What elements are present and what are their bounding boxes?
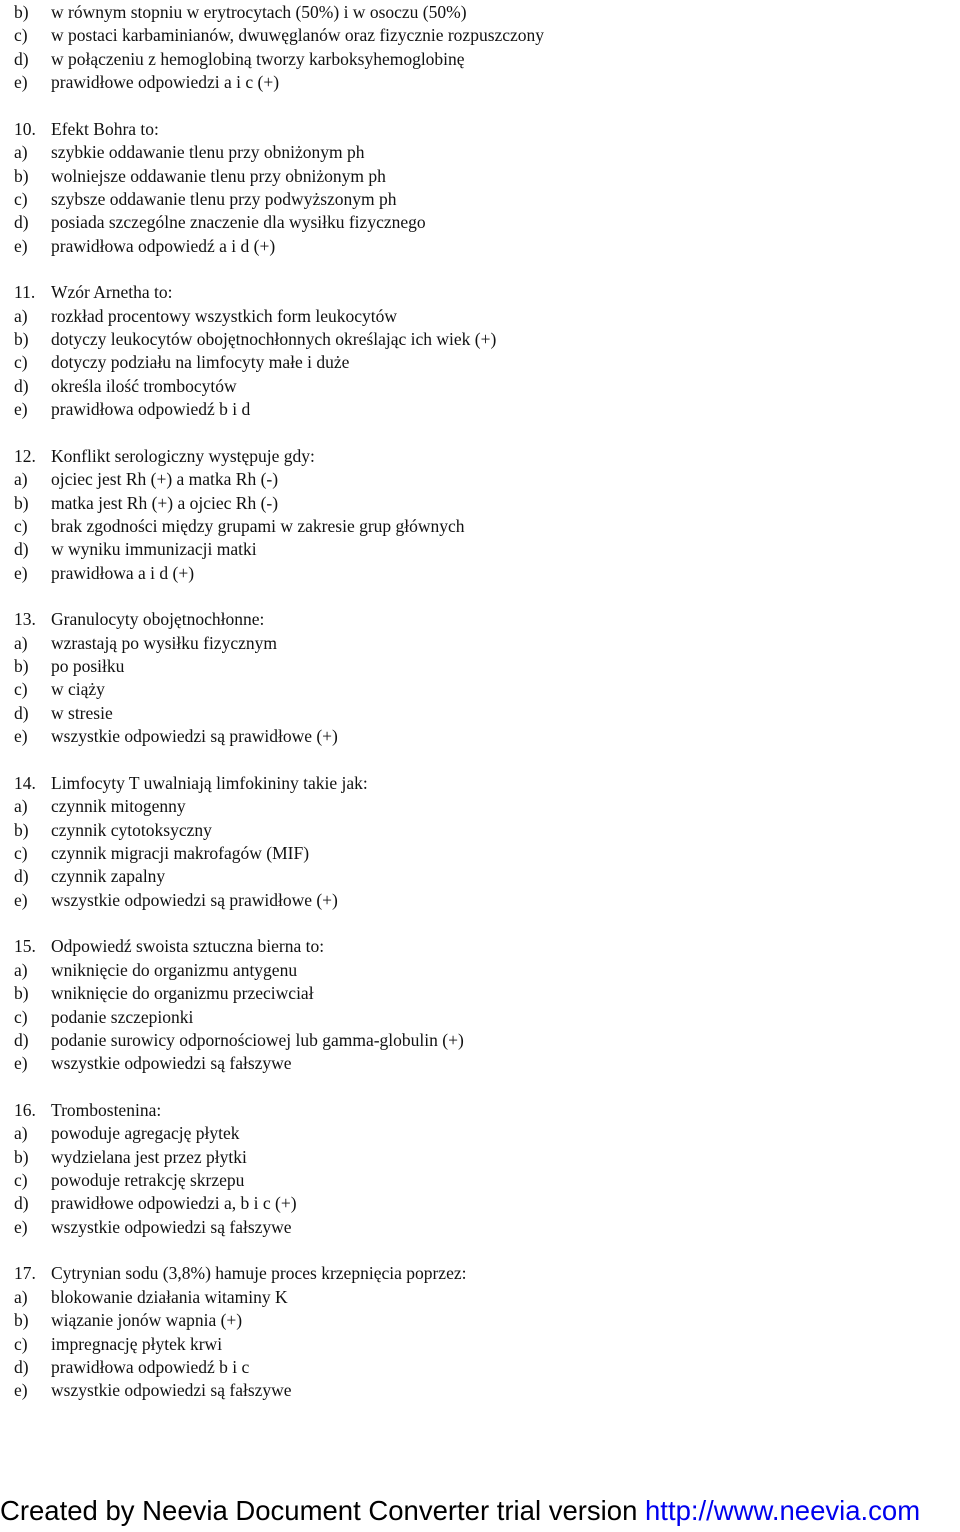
answer-option: [14, 468, 278, 490]
option-text: prawidłowe odpowiedzi a i c (+): [51, 72, 280, 93]
option-label: d): [14, 1029, 29, 1050]
question-number: 12.: [14, 445, 36, 466]
option-text: blokowanie działania witaminy K: [51, 1286, 288, 1307]
question-text: Wzór Arnetha to:: [51, 282, 173, 303]
answer-option: [14, 678, 105, 700]
answer-option: [14, 398, 250, 420]
option-label: a): [14, 1286, 28, 1307]
option-label: e): [14, 726, 28, 747]
option-text: dotyczy leukocytów obojętnochłonnych określając ich wiek (+): [51, 329, 497, 349]
option-label: a): [14, 142, 28, 163]
option-label: b): [14, 165, 29, 186]
question-number: 11.: [14, 282, 36, 303]
watermark-link[interactable]: http://www.neevia.com: [645, 1495, 921, 1526]
answer-option: [14, 725, 338, 747]
answer-option: [14, 24, 544, 46]
option-label: b): [14, 329, 29, 349]
option-label: e): [14, 1053, 28, 1074]
answer-option: [14, 71, 279, 93]
option-text: powoduje retrakcję skrzepu: [51, 1170, 245, 1190]
option-text: wszystkie odpowiedzi są prawidłowe (+): [51, 726, 338, 747]
question-text: Limfocyty T uwalniają limfokininy takie jak:: [51, 772, 368, 793]
option-text: szybsze oddawanie tlenu przy podwyższonym ph: [51, 188, 397, 209]
option-label: c): [14, 1170, 28, 1190]
question-text: Trombostenina:: [51, 1099, 162, 1120]
option-label: c): [14, 1006, 28, 1027]
option-text: podanie szczepionki: [51, 1006, 194, 1027]
question-title: [14, 772, 368, 794]
option-text: wszystkie odpowiedzi są prawidłowe (+): [51, 889, 338, 910]
option-text: powoduje agregację płytek: [51, 1123, 240, 1144]
question-text: Odpowiedź swoista sztuczna bierna to:: [51, 936, 325, 957]
answer-option: [14, 328, 496, 350]
option-label: e): [14, 1216, 28, 1237]
answer-option: [14, 702, 113, 724]
option-label: a): [14, 959, 28, 980]
option-label: d): [14, 375, 29, 396]
answer-option: [14, 889, 338, 911]
option-text: określa ilość trombocytów: [51, 375, 237, 396]
answer-option: [14, 375, 237, 397]
option-text: prawidłowa odpowiedź b i d: [51, 399, 251, 420]
question-number: 15.: [14, 936, 36, 957]
option-text: rozkład procentowy wszystkich form leukocytów: [51, 305, 398, 326]
option-text: w połączeniu z hemoglobiną tworzy karboksyhemoglobinę: [51, 48, 465, 69]
option-label: b): [14, 1310, 29, 1331]
option-label: c): [14, 352, 28, 373]
answer-option: [14, 1169, 244, 1191]
answer-option: [14, 1216, 292, 1238]
answer-option: [14, 492, 278, 514]
option-label: d): [14, 866, 29, 887]
option-text: wszystkie odpowiedzi są fałszywe: [51, 1053, 292, 1074]
question-number: 17.: [14, 1263, 36, 1284]
option-label: b): [14, 1146, 29, 1167]
question-text: Cytrynian sodu (3,8%) hamuje proces krzepnięcia poprzez:: [51, 1263, 467, 1284]
answer-option: [14, 1052, 292, 1074]
answer-option: [14, 165, 386, 187]
option-label: c): [14, 843, 28, 863]
option-text: wiązanie jonów wapnia (+): [51, 1310, 243, 1331]
answer-option: [14, 959, 297, 981]
option-label: c): [14, 1333, 28, 1354]
question-title: [14, 118, 159, 140]
question-title: [14, 281, 172, 303]
answer-option: [14, 982, 314, 1004]
option-label: a): [14, 796, 28, 817]
option-label: d): [14, 1356, 29, 1377]
question-title: [14, 1262, 466, 1284]
answer-option: [14, 1122, 240, 1144]
answer-option: [14, 235, 275, 257]
answer-option: [14, 632, 277, 654]
answer-option: [14, 538, 257, 560]
option-label: d): [14, 48, 29, 69]
option-text: dotyczy podziału na limfocyty małe i duże: [51, 352, 350, 373]
option-label: c): [14, 188, 28, 209]
option-label: c): [14, 679, 28, 700]
question-number: 16.: [14, 1099, 36, 1120]
watermark-text: Created by Neevia Document Converter trial version: [0, 1495, 638, 1526]
option-label: c): [14, 515, 28, 536]
option-label: d): [14, 702, 29, 723]
answer-option: [14, 211, 426, 233]
option-text: w wyniku immunizacji matki: [51, 539, 257, 560]
answer-option: [14, 305, 397, 327]
question-title: [14, 935, 324, 957]
option-text: wszystkie odpowiedzi są fałszywe: [51, 1380, 292, 1401]
answer-option: [14, 819, 212, 841]
option-label: e): [14, 235, 28, 256]
option-text: wzrastają po wysiłku fizycznym: [51, 632, 277, 653]
option-label: b): [14, 492, 29, 513]
option-text: czynnik migracji makrofagów (MIF): [51, 843, 310, 863]
option-label: b): [14, 2, 29, 22]
answer-option: [14, 842, 309, 864]
option-text: wolniejsze oddawanie tlenu przy obniżonym ph: [51, 165, 386, 186]
question-title: [14, 445, 315, 467]
answer-option: [14, 795, 186, 817]
option-text: wszystkie odpowiedzi są fałszywe: [51, 1216, 292, 1237]
option-label: e): [14, 562, 28, 583]
option-text: prawidłowa a i d (+): [51, 562, 195, 583]
option-text: matka jest Rh (+) a ojciec Rh (-): [51, 492, 279, 513]
option-label: d): [14, 212, 29, 233]
answer-option: [14, 1286, 288, 1308]
option-label: b): [14, 819, 29, 840]
option-label: b): [14, 983, 29, 1004]
option-label: d): [14, 1193, 29, 1214]
answer-option: [14, 48, 465, 70]
option-label: e): [14, 889, 28, 910]
option-text: prawidłowa odpowiedź a i d (+): [51, 235, 276, 256]
answer-option: [14, 1, 467, 23]
answer-option: [14, 141, 364, 163]
question-title: [14, 608, 264, 630]
option-label: a): [14, 1123, 28, 1144]
option-text: wydzielana jest przez płytki: [51, 1146, 247, 1167]
option-label: e): [14, 72, 28, 93]
option-text: podanie surowicy odpornościowej lub gamma-globulin (+): [51, 1029, 464, 1050]
option-text: wniknięcie do organizmu przeciwciał: [51, 983, 314, 1004]
option-label: e): [14, 399, 28, 420]
answer-option: [14, 1029, 464, 1051]
option-text: szybkie oddawanie tlenu przy obniżonym ph: [51, 142, 365, 163]
answer-option: [14, 1379, 292, 1401]
answer-option: [14, 865, 165, 887]
question-number: 13.: [14, 609, 36, 630]
option-text: ojciec jest Rh (+) a matka Rh (-): [51, 469, 279, 490]
option-label: b): [14, 656, 29, 677]
question-number: 14.: [14, 772, 36, 793]
option-label: d): [14, 539, 29, 560]
option-text: czynnik mitogenny: [51, 796, 186, 817]
option-text: w postaci karbaminianów, dwuwęglanów oraz fizycznie rozpuszczony: [51, 25, 545, 46]
question-title: [14, 1099, 161, 1121]
answer-option: [14, 515, 465, 537]
option-label: a): [14, 632, 28, 653]
answer-option: [14, 655, 124, 677]
option-text: prawidłowe odpowiedzi a, b i c (+): [51, 1193, 297, 1214]
answer-option: [14, 1333, 222, 1355]
question-text: Efekt Bohra to:: [51, 118, 159, 139]
option-text: czynnik zapalny: [51, 866, 166, 887]
question-text: Granulocyty obojętnochłonne:: [51, 609, 265, 630]
answer-option: [14, 351, 349, 373]
question-number: 10.: [14, 118, 36, 139]
answer-option: [14, 188, 397, 210]
watermark-footer: [0, 1494, 960, 1528]
option-text: po posiłku: [51, 656, 125, 677]
option-text: brak zgodności między grupami w zakresie grup głównych: [51, 515, 465, 536]
option-text: impregnację płytek krwi: [51, 1333, 223, 1354]
option-text: czynnik cytotoksyczny: [51, 819, 212, 840]
question-text: Konflikt serologiczny występuje gdy:: [51, 445, 315, 466]
answer-option: [14, 1309, 242, 1331]
option-text: wniknięcie do organizmu antygenu: [51, 959, 298, 980]
option-label: a): [14, 469, 28, 490]
answer-option: [14, 1006, 193, 1028]
option-text: w stresie: [51, 702, 113, 723]
answer-option: [14, 1192, 297, 1214]
answer-option: [14, 562, 194, 584]
option-text: prawidłowa odpowiedź b i c: [51, 1356, 250, 1377]
answer-option: [14, 1146, 247, 1168]
option-text: w równym stopniu w erytrocytach (50%) i w osoczu (50%): [51, 2, 467, 22]
option-text: posiada szczególne znaczenie dla wysiłku fizycznego: [51, 212, 426, 233]
option-label: e): [14, 1380, 28, 1401]
option-label: c): [14, 25, 28, 46]
option-label: a): [14, 305, 28, 326]
option-text: w ciąży: [51, 679, 105, 700]
answer-option: [14, 1356, 249, 1378]
